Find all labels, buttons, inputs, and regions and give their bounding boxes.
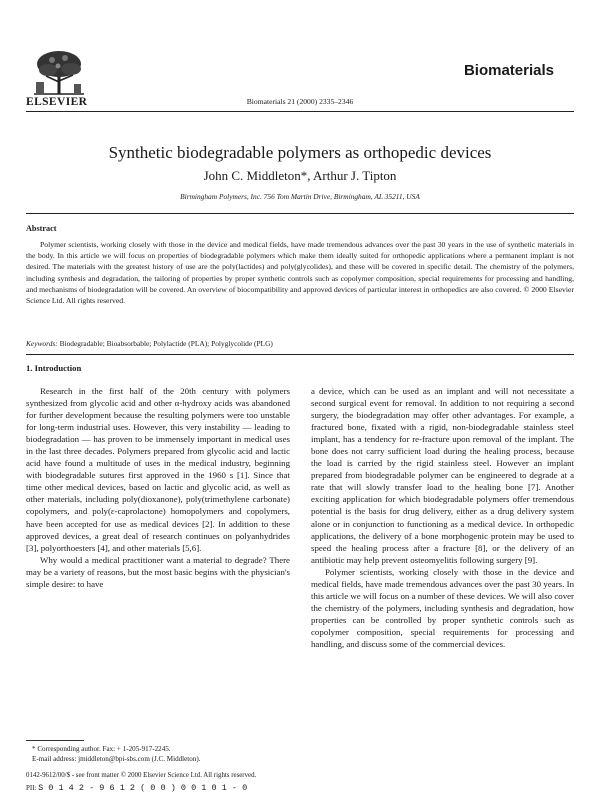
- corresponding-author-note: * Corresponding author. Fax: + 1-205-917-2245.: [32, 745, 171, 753]
- abstract-top-rule: [26, 213, 574, 214]
- journal-reference: Biomaterials 21 (2000) 2335–2346: [246, 97, 354, 106]
- paragraph: Polymer scientists, working closely with those in the device and medical fields, have made tremendous advances over the past 30 years. In this article we will focus on a number of these devices. We will also cover the chemistry of the polymers, including synthesis and degradation, how properties can be controlled by proper synthetic controls such as copolymer composition, special requirements for processing and handling, and discuss some of the commercial devices.: [311, 566, 574, 649]
- abstract-heading: Abstract: [26, 224, 57, 233]
- pii-label: PII:: [26, 785, 37, 792]
- abstract-bottom-rule: [26, 354, 574, 355]
- paragraph: Why would a medical practitioner want a material to degrade? There may be a variety of reasons, but the most basic begins with the physician's simple desire: to have: [26, 554, 290, 589]
- keywords-label: Keywords:: [26, 339, 58, 348]
- journal-name: Biomaterials: [463, 62, 554, 79]
- paragraph: Research in the first half of the 20th century with polymers synthesized from glycolic acid and other α-hydroxy acids was abandoned for further development because the resulting polymers were too unstable for long-term industrial uses. However, this very instability — leading to biodegradation — has proven to be immensely important in medical uses in the last three decades. Polymers prepared from glycolic acid and lactic acid have found a multitude of uses in the medical industry, beginning with biodegradable sutures first approved in the 1960 s [1]. Since that time other medical devices, based on lactic and glycolic acid, as well as other materials, including poly(dioxanone), poly(trimethylene carbonate) copolymers, and poly(ε-caprolactone) homopolymers and copolymers, have been accepted for use as medical devices [2]. In addition to these approved devices, a great deal of research continues on polyanhydrides [3], polyorthoesters [4], and other materials [5,6].: [26, 386, 290, 553]
- pii-line: [26, 783, 247, 793]
- pii-value: S 0 1 4 2 - 9 6 1 2 ( 0 0 ) 0 0 1 0 1 - 0: [38, 783, 248, 793]
- left-column: [26, 385, 290, 590]
- author-affiliation: Birmingham Polymers, Inc. 756 Tom Martin Drive, Birmingham, AL 35211, USA: [180, 192, 420, 201]
- footnote: [26, 744, 296, 764]
- article-title: Synthetic biodegradable polymers as orthopedic devices: [108, 143, 492, 162]
- footnote-rule: [26, 740, 84, 741]
- email-note: E-mail address: jmiddleton@bpi-sbs.com (J.C. Middleton).: [32, 755, 201, 764]
- article-authors: John C. Middleton*, Arthur J. Tipton: [203, 168, 397, 183]
- paragraph: a device, which can be used as an implant and will not necessitate a second surgical event for removal. In addition to not requiring a second surgery, the biodegradation may offer other advantages. For example, a fractured bone, fixated with a rigid, non-biodegradable stainless steel implant, has a tendency for re-fracture upon removal of the implant. The bone does not carry sufficient load during the healing process, because the load is carried by the rigid stainless steel. However an implant prepared from biodegradable polymer can be engineered to degrade at a rate that will slowly transfer load to the healing bone [7]. Another exciting application for which biodegradable polymers offer tremendous potential is the basis for drug delivery, either as a drug delivery system alone or in conjunction to functioning as a medical device. In orthopedic applications, the delivery of a bone morphogenic protein may be used to speed the healing process after a fracture [8], or the delivery of an antibiotic may help prevent osteomyelitis following surgery [9].: [311, 386, 574, 565]
- publisher-name: ELSEVIER: [26, 96, 88, 108]
- abstract-text: Polymer scientists, working closely with those in the device and medical fields, have made tremendous advances over the past 30 years in the use of synthetic materials in the body. In this article we will focus on properties of biodegradable polymers which make them ideally suited for orthopedic applications where a permanent implant is not desired. The materials with the greatest history of use are the poly(lactides) and poly(glycolides), and these will be covered in specific detail. The chemistry of the polymers, including synthesis and degradation, the tailoring of properties by proper synthetic controls such as copolymer composition, special requirements for processing and handling, and mechanisms of biodegradation will be covered. An overview of biocompatibility and approved devices of particular interest in orthopedics are also covered. © 2000 Elsevier Science Ltd. All rights reserved.: [26, 240, 574, 306]
- copyright-line: 0142-9612/00/$ - see front matter © 2000 Elsevier Science Ltd. All rights reserved.: [26, 772, 257, 779]
- keywords: [26, 339, 273, 348]
- header-rule: [26, 111, 574, 112]
- right-column: [311, 385, 574, 650]
- keywords-text: Biodegradable; Bioabsorbable; Polylactide (PLA); Polyglycolide (PLG): [59, 339, 273, 348]
- elsevier-tree-logo: [28, 48, 90, 96]
- section-heading-introduction: 1. Introduction: [26, 363, 82, 373]
